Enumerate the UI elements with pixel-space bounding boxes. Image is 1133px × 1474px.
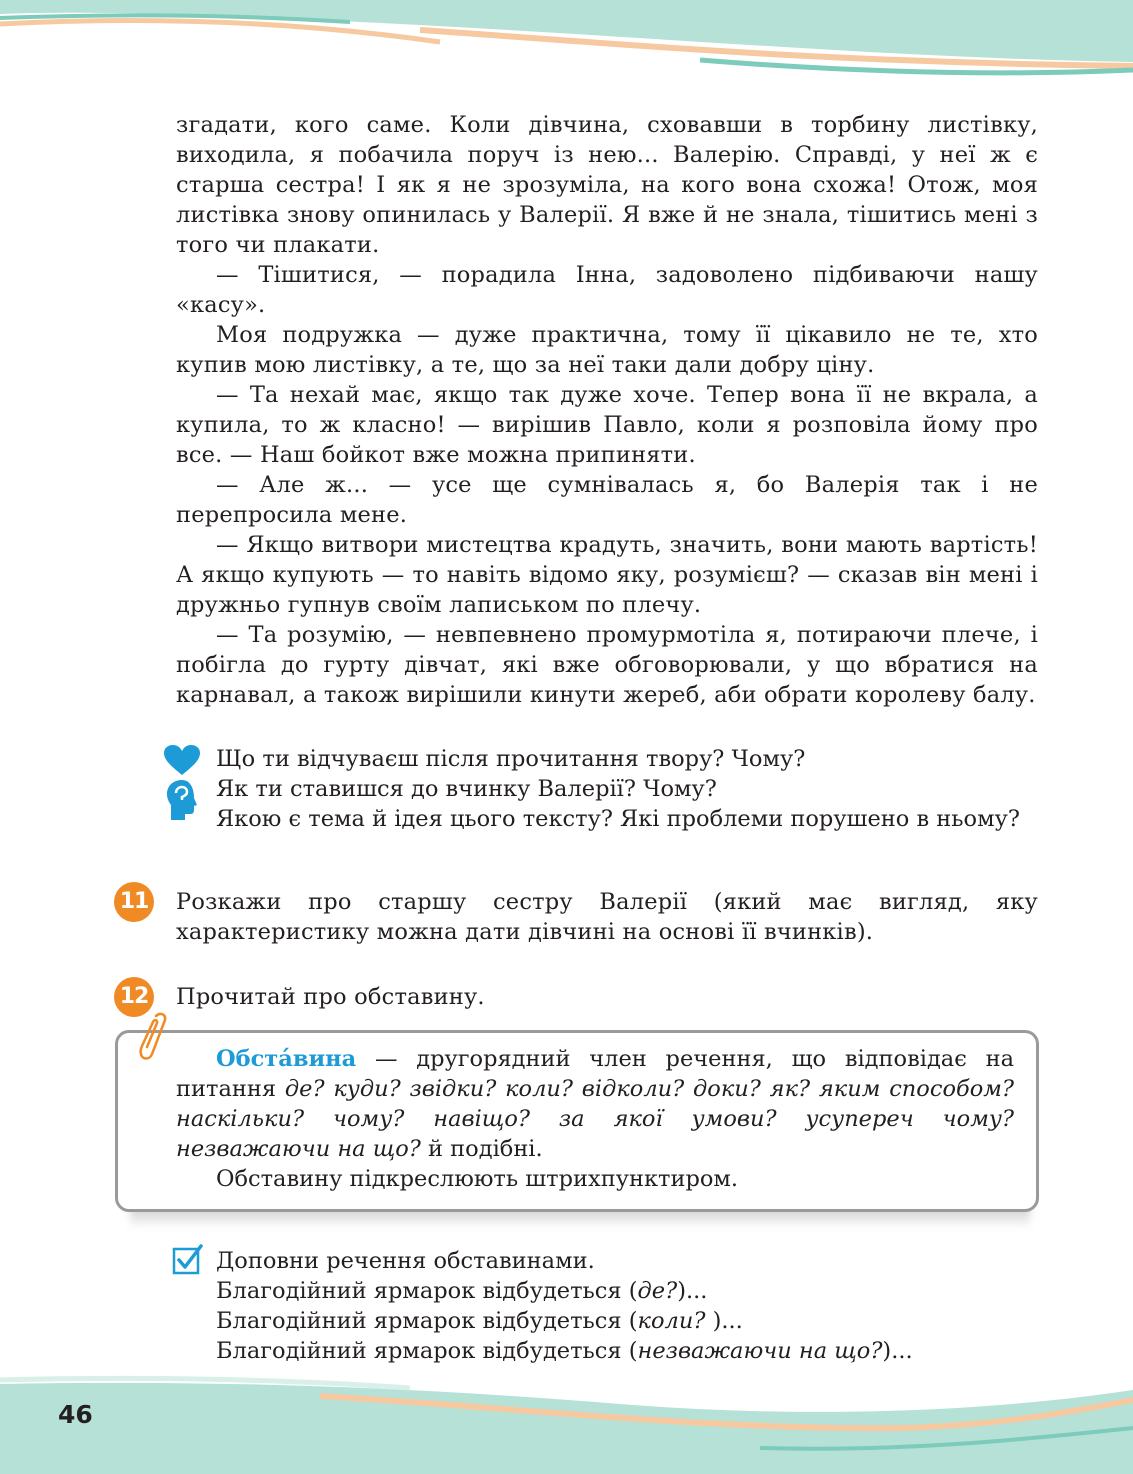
task-instruction: Розкажи про старшу сестру Валерії (який має вигляд, яку характеристику можна дати дівчині на основі її вчинків). (176, 889, 1038, 945)
head-icon (165, 779, 199, 821)
reflection-questions (216, 744, 1038, 834)
story-paragraph: — Але ж... — усе ще сумнівалась я, бо Валерія так і не перепросила мене. (176, 472, 1038, 528)
exercise-sentence (216, 1306, 1038, 1336)
story-paragraph: — Та розумію, — невпевнено промурмотіла я, потираючи плече, і побігла до гурту дівчат, які вже обговорювали, у що вбратися на карнавал, а також вирішили кинути жереб, аби обрати королеву балу. (176, 622, 1038, 708)
rule-note: Обставину підкреслюють штрихпунктиром. (216, 1166, 739, 1192)
sentence-start: Благодійний ярмарок відбудеться ( (216, 1338, 638, 1364)
page-number: 46 (58, 1400, 93, 1429)
sentence-end: )... (882, 1338, 913, 1364)
question-item: Як ти ставишся до вчинку Валерії? Чому? (216, 776, 717, 802)
exercise-sentence (216, 1336, 1038, 1366)
question-item: Якою є тема й ідея цього тексту? Які проблеми порушено в ньому? (216, 806, 1020, 832)
sentence-start: Благодійний ярмарок відбудеться ( (216, 1278, 638, 1304)
rule-text (176, 1044, 1014, 1194)
bottom-decoration (0, 1370, 1133, 1474)
story-paragraph: Моя подружка — дуже практична, тому її цікавило не те, хто купив мою листівку, а те, що за неї таки дали добру ціну. (176, 322, 1038, 378)
rule-def-part: й подібні. (420, 1136, 543, 1162)
checkbox-icon (172, 1244, 204, 1276)
exercise-instruction: Доповни речення обставинами. (216, 1248, 595, 1274)
paperclip-icon (134, 1010, 170, 1066)
heart-icon (163, 744, 201, 776)
sentence-hint: де? (637, 1278, 678, 1304)
story-paragraph: — Тішитися, — порадила Інна, задоволено підбиваючи нашу «касу». (176, 262, 1038, 318)
sentence-hint: незважаючи на що? (637, 1338, 883, 1364)
task-instruction: Прочитай про обставину. (176, 984, 485, 1010)
task-11-text (176, 887, 1038, 947)
exercise (216, 1246, 1038, 1366)
story-paragraph: згадати, кого саме. Коли дівчина, сховавши в торбину листівку, виходила, я побачила поруч із нею... Валерію. Справді, у неї ж є старша сестра! І як я не зрозуміла, на кого вона схожа! Отож, моя листівка знову опинилась у Валерії. Я вже й не знала, тішитись мені з того чи плакати. (176, 112, 1038, 258)
sentence-hint: коли? (637, 1308, 713, 1334)
rule-term: Обста́вина (216, 1046, 357, 1072)
sentence-start: Благодійний ярмарок відбудеться ( (216, 1308, 638, 1334)
story-paragraph: — Та нехай має, якщо так дуже хоче. Тепер вона її не вкрала, а купила, то ж класно! — вирішив Павло, коли я розповіла йому про все. — Наш бойкот вже можна припиняти. (176, 382, 1038, 468)
task-number-badge: 12 (114, 977, 154, 1017)
story-text (176, 110, 1038, 710)
exercise-sentence (216, 1276, 1038, 1306)
task-12-text (176, 982, 1038, 1012)
task-number-badge: 11 (114, 882, 154, 922)
question-item: Що ти відчуваєш після прочитання твору? Чому? (216, 746, 806, 772)
rule-def-part: — другорядний член речення, що відповідає на питання (176, 1046, 1014, 1102)
sentence-end: )... (712, 1308, 743, 1334)
top-decoration (0, 0, 1133, 90)
rule-definition (176, 1044, 1014, 1164)
story-paragraph: — Якщо витвори мистецтва крадуть, значить, вони мають вартість! А якщо купують — то навіть відомо яку, розумієш? — сказав він мені і дружньо гупнув своїм лаписьком по плечу. (176, 532, 1038, 618)
rule-questions: де? куди? звідки? коли? відколи? доки? як? яким способом? наскільки? чому? навіщо? за якої умови? усупереч чому? незважаючи на що? (176, 1076, 1014, 1162)
sentence-end: )... (677, 1278, 708, 1304)
